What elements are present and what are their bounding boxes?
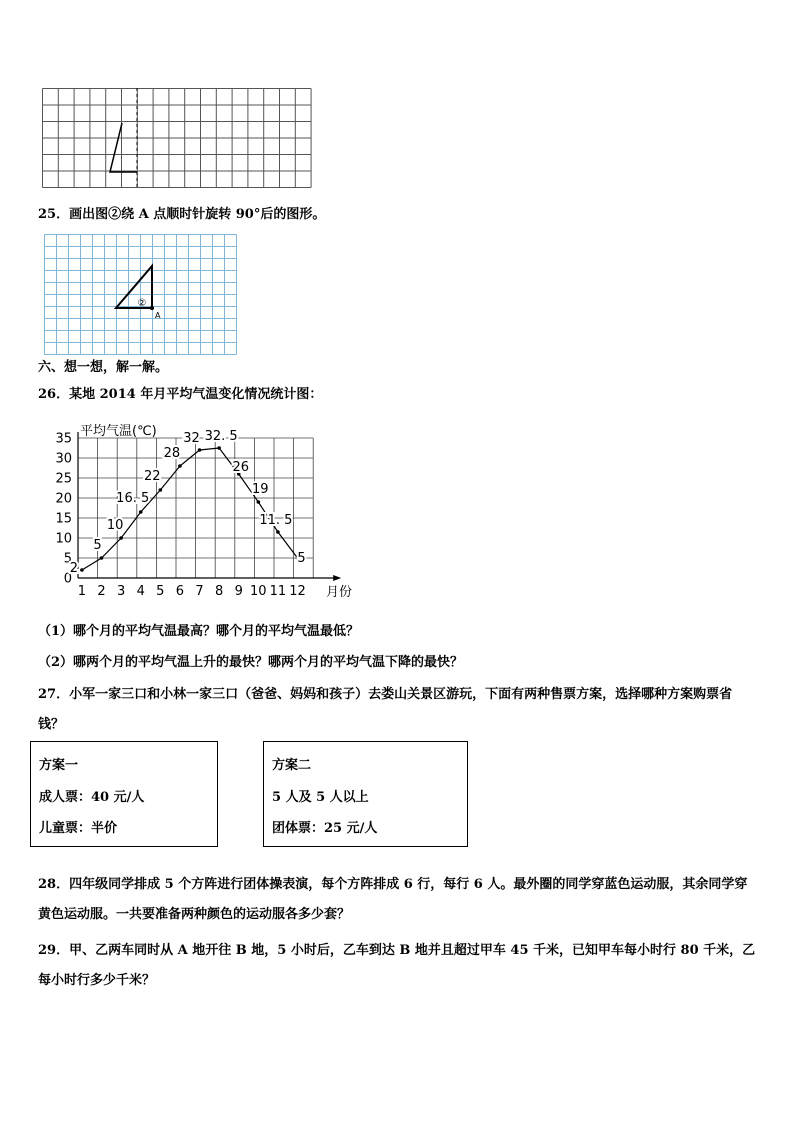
y-tick-label: 35: [55, 431, 72, 447]
data-point: [119, 536, 123, 540]
top-grid-figure: [42, 88, 312, 190]
question-26-part-2: （2）哪两个月的平均气温上升的最快？哪两个月的平均气温下降的最快？: [38, 655, 464, 670]
y-tick-label: 0: [63, 571, 72, 587]
plan-1-title: 方案一: [39, 758, 79, 773]
data-label: 22: [144, 469, 161, 484]
x-tick-label: 12: [289, 584, 306, 599]
data-label: 2: [69, 561, 79, 576]
data-label: 5: [297, 551, 306, 566]
x-tick-label: 6: [175, 584, 185, 599]
plan-1-box: [30, 741, 218, 847]
data-point: [198, 448, 202, 452]
temperature-series-line: [82, 448, 298, 570]
data-label: 19: [252, 482, 269, 497]
x-tick-label: 2: [97, 584, 106, 599]
data-point: [217, 446, 221, 450]
x-axis-label: 月份: [326, 585, 353, 600]
question-26-part-1: （1）哪个月的平均气温最高？哪个月的平均气温最低？: [38, 624, 360, 639]
data-point: [257, 500, 261, 504]
temperature-line-chart: [40, 418, 370, 608]
x-tick-label: 4: [136, 584, 145, 599]
point-a-label: A: [155, 311, 161, 320]
data-label: 5: [93, 538, 102, 553]
question-27: 27．小军一家三口和小林一家三口（爸爸、妈妈和孩子）去娄山关景区游玩，下面有两种售票方案，选择哪种方案购票省钱？: [38, 687, 733, 732]
point-a: [150, 306, 154, 310]
data-label: 16. 5: [116, 491, 150, 506]
y-tick-label: 30: [55, 451, 72, 467]
data-label: 28: [163, 446, 181, 461]
data-label: 32. 5: [204, 429, 238, 444]
y-tick-label: 25: [55, 471, 72, 487]
y-tick-label: 15: [55, 511, 72, 527]
y-tick-label: 20: [55, 491, 72, 507]
data-point: [100, 556, 104, 560]
data-label: 32: [183, 431, 200, 446]
x-tick-label: 7: [195, 584, 204, 599]
question-28: 28．四年级同学排成 5 个方阵进行团体操表演，每个方阵排成 6 行，每行 6 人。最外圈的同学穿蓝色运动服，其余同学穿黄色运动服。一共要准备两种颜色的运动服各多少套？: [38, 877, 748, 922]
section-6-heading: 六、想一想，解一解。: [38, 360, 169, 375]
data-point: [178, 464, 182, 468]
data-point: [159, 488, 163, 492]
triangle-shape-2: [116, 266, 152, 308]
shape-label: ②: [137, 298, 147, 309]
data-point: [80, 568, 84, 572]
question-25: 25．画出图②绕 A 点顺时针旋转 90°后的图形。: [38, 207, 326, 222]
data-label: 10: [106, 518, 124, 533]
data-label: 26: [232, 460, 249, 475]
plan-2-box: [263, 741, 468, 847]
data-label: 11. 5: [259, 513, 293, 528]
plan-2-group-price: 团体票：25 元/人: [272, 821, 378, 836]
y-tick-label: 5: [63, 551, 72, 567]
question-26: 26．某地 2014 年月平均气温变化情况统计图：: [38, 387, 323, 402]
question-29: 29．甲、乙两车同时从 A 地开往 B 地，5 小时后，乙车到达 B 地并且超过甲车 45 千米，已知甲车每小时行 80 千米，乙每小时行多少千米？: [38, 943, 756, 988]
plan-2-title: 方案二: [272, 758, 312, 773]
x-tick-label: 10: [250, 584, 267, 599]
rotation-grid-figure: [44, 234, 242, 356]
plan-1-child-price: 儿童票：半价: [39, 821, 118, 836]
y-tick-label: 10: [55, 531, 72, 547]
x-tick-label: 9: [234, 584, 243, 599]
data-point: [276, 530, 280, 534]
x-tick-label: 8: [214, 584, 224, 599]
x-tick-label: 5: [156, 584, 165, 599]
x-tick-label: 1: [77, 584, 87, 599]
plan-2-condition: 5 人及 5 人以上: [272, 790, 369, 805]
plan-1-adult-price: 成人票：40 元/人: [39, 790, 145, 805]
x-axis-arrow: [333, 575, 341, 581]
x-tick-label: 11: [269, 584, 287, 599]
x-tick-label: 3: [116, 584, 126, 599]
y-axis-label: 平均气温(℃): [80, 424, 157, 439]
data-point: [139, 510, 143, 514]
half-shape: [110, 123, 137, 172]
